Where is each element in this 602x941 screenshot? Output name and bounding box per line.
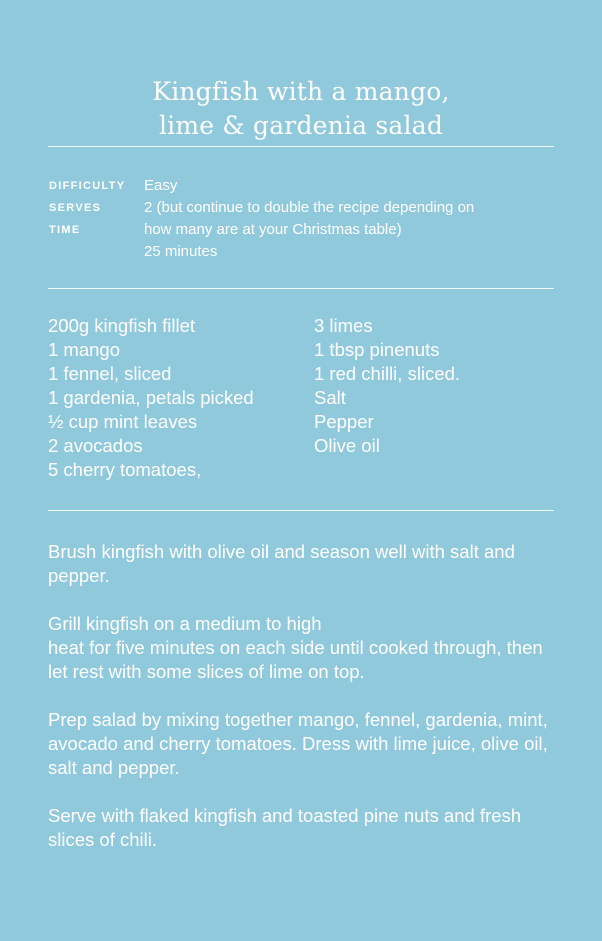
recipe-title	[0, 75, 602, 143]
time-value: 25 minutes	[144, 243, 218, 260]
time-label: TIME	[49, 224, 81, 236]
ingredient-item: Pepper	[314, 411, 374, 432]
serves-value-line-1: 2 (but continue to double the recipe depending on	[144, 199, 475, 216]
ingredient-item: 1 gardenia, petals picked	[48, 387, 254, 408]
ingredient-item: 2 avocados	[48, 435, 143, 456]
ingredients-column-right	[314, 314, 554, 458]
divider-top	[48, 146, 554, 147]
ingredients-column-left	[48, 314, 313, 482]
ingredient-item: 1 tbsp pinenuts	[314, 339, 440, 360]
ingredient-item: 1 red chilli, sliced.	[314, 363, 461, 384]
difficulty-label: DIFFICULTY	[49, 180, 126, 192]
ingredient-item: ½ cup mint leaves	[48, 411, 198, 432]
meta-labels	[49, 175, 139, 241]
ingredient-item: 1 fennel, sliced	[48, 363, 172, 384]
method-step-2: Grill kingfish on a medium to high heat for five minutes on each side until cooked through, then let rest with some slices of lime on top.	[48, 613, 543, 682]
method-step-3: Prep salad by mixing together mango, fennel, gardenia, mint, avocado and cherry tomatoes. Dress with lime juice, olive oil, salt and pepper.	[48, 709, 548, 778]
serves-label: SERVES	[49, 202, 102, 214]
serves-value-line-2: how many are at your Christmas table)	[144, 221, 402, 238]
method-step-4: Serve with flaked kingfish and toasted pine nuts and fresh slices of chili.	[48, 805, 522, 850]
meta-values	[144, 175, 559, 263]
ingredient-item: Olive oil	[314, 435, 380, 456]
ingredient-item: 200g kingfish fillet	[48, 315, 196, 336]
ingredient-item: Salt	[314, 387, 346, 408]
method-step-1: Brush kingfish with olive oil and season well with salt and pepper.	[48, 541, 515, 586]
ingredient-item: 3 limes	[314, 315, 373, 336]
recipe-title-line-1: Kingfish with a mango,	[152, 76, 450, 106]
ingredient-item: 5 cherry tomatoes,	[48, 459, 202, 480]
method-steps	[48, 540, 558, 876]
divider-middle	[48, 288, 554, 289]
recipe-title-line-2: lime & gardenia salad	[158, 110, 444, 140]
divider-bottom	[48, 510, 554, 511]
difficulty-value: Easy	[144, 177, 178, 194]
ingredient-item: 1 mango	[48, 339, 120, 360]
